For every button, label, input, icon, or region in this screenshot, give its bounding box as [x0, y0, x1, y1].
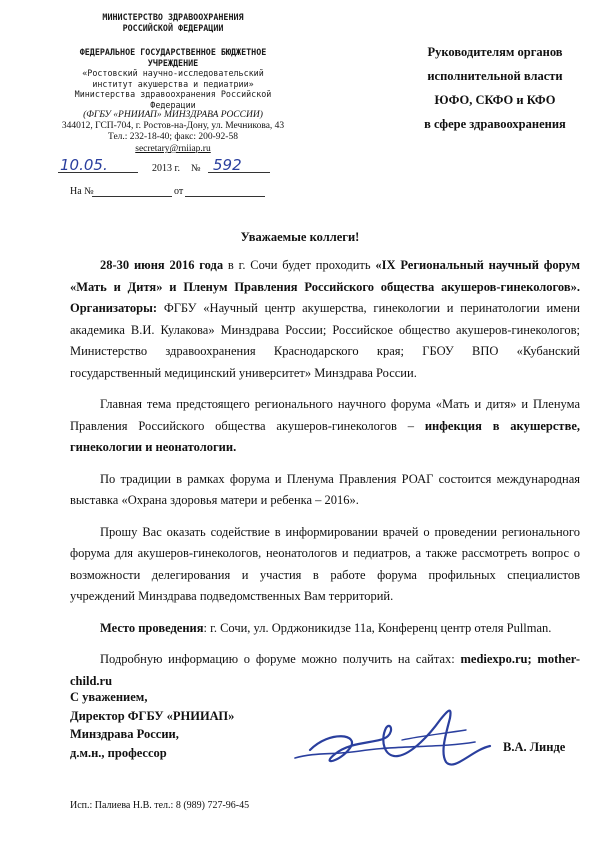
recipient-line: в сфере здравоохранения: [424, 117, 566, 131]
recipient-block: [400, 40, 590, 136]
handwritten-signature: [290, 700, 505, 780]
date-underline: [58, 172, 138, 173]
org-line: Министерства здравоохранения Российской: [74, 89, 272, 99]
number-underline: [208, 172, 270, 173]
reference-row: [70, 186, 270, 200]
paragraph-main-topic: Главная тема предстоящего регионального научного форума «Мать и дитя» и Пленума Правления Российского общества акушеров-гинекологов – инфекция в акушерстве, гинекологии и неонатологии.: [70, 397, 580, 454]
org-phone: Тел.: 232-18-40; факс: 200-92-58: [108, 132, 238, 142]
main-topic: инфекция в акушерстве, гинекологии и неонатологии.: [70, 418, 580, 454]
outgoing-date-number: [58, 156, 278, 180]
closing-block: [70, 688, 234, 762]
paragraph-forum-announcement: 28-30 июня 2016 года в г. Сочи будет проходить «IX Региональный научный форум «Мать и Дитя» и Пленум Правления Российского общества акушеров-гинекологов». Организаторы: ФГБУ «Научный центр акушерства, гинекологии и перинатологии имени академика В.И. Кулакова» Минздрава России; Российское общество акушеров-гинекологов; Министерство здравоохранения Краснодарского края; ГБОУ ВПО «Кубанский государственный медицинский университет» Минздрава России.: [70, 258, 580, 380]
org-line: УЧРЕЖДЕНИЕ: [147, 57, 199, 68]
org-line: Федерации: [150, 99, 196, 110]
ref-number-blank: [92, 196, 172, 197]
closing-line: Директор ФГБУ «РНИИАП»: [70, 708, 235, 723]
org-line: институт акушерства и педиатрии»: [92, 78, 254, 89]
closing-line: д.м.н., профессор: [70, 745, 167, 760]
forum-title: «IX Региональный научный форум «Мать и Дитя» и Пленум Правления Российского общества акушеров-гинекологов». Организаторы:: [70, 258, 580, 315]
ministry-line: РОССИЙСКОЙ ФЕДЕРАЦИИ: [122, 22, 224, 33]
recipient-line: Руководителям органов: [427, 45, 563, 59]
org-line: «Ростовский научно-исследовательский: [82, 68, 264, 78]
handwritten-number: 592: [213, 156, 242, 174]
letterhead: [48, 12, 298, 155]
ref-from-label: от: [174, 186, 184, 197]
paragraph-websites: Подробную информацию о форуме можно получить на сайтах: mediexpo.ru; mother-child.ru: [70, 652, 580, 688]
letter-body: [70, 255, 580, 702]
org-short-name: (ФГБУ «РНИИАП» МИНЗДРАВА РОССИИ): [83, 110, 263, 120]
org-line: ФЕДЕРАЛЬНОЕ ГОСУДАРСТВЕННОЕ БЮДЖЕТНОЕ: [79, 47, 267, 57]
signer-name: В.А. Линде: [503, 740, 566, 754]
paragraph-exhibition: По традиции в рамках форума и Пленума Правления РОАГ состоится международная выставка «Охрана здоровья матери и ребенка – 2016».: [70, 471, 580, 507]
paragraph-venue: Место проведения: г. Сочи, ул. Орджоникидзе 11а, Конференц центр отеля Pullman.: [100, 620, 552, 635]
closing-line: Минздрава России,: [70, 727, 179, 741]
org-email-link[interactable]: secretary@rniiap.ru: [135, 144, 211, 154]
ministry-block: [48, 12, 298, 33]
executor-info: Исп.: Палиева Н.В. тел.: 8 (989) 727-96-45: [70, 800, 250, 811]
venue-label: Место проведения: [100, 620, 204, 635]
handwritten-date: 10.05.: [60, 156, 108, 174]
greeting: Уважаемые коллеги!: [240, 230, 360, 244]
ref-date-blank: [185, 196, 265, 197]
ministry-line: МИНИСТЕРСТВО ЗДРАВООХРАНЕНИЯ: [102, 12, 244, 22]
paragraph-request: Прошу Вас оказать содействие в информировании врачей о проведении регионального форума для акушеров-гинекологов, неонатологов и педиатров, а также рассмотреть вопрос о возможности делегирования и участия в работе форума профильных специалистов учреждений Минздрава подведомственных Вам территорий.: [70, 524, 580, 603]
recipient-line: ЮФО, СКФО и КФО: [434, 93, 556, 107]
ref-number-label: На №: [70, 186, 94, 197]
number-label: №: [191, 163, 201, 174]
recipient-line: исполнительной власти: [427, 69, 563, 83]
website-links[interactable]: mediexpo.ru; mother-child.ru: [70, 652, 580, 688]
year-label: 2013 г.: [152, 163, 180, 174]
forum-dates: 28-30 июня 2016 года: [100, 258, 224, 272]
org-address: 344012, ГСП-704, г. Ростов-на-Дону, ул. Мечникова, 43: [61, 121, 285, 131]
closing-line: С уважением,: [70, 690, 148, 704]
